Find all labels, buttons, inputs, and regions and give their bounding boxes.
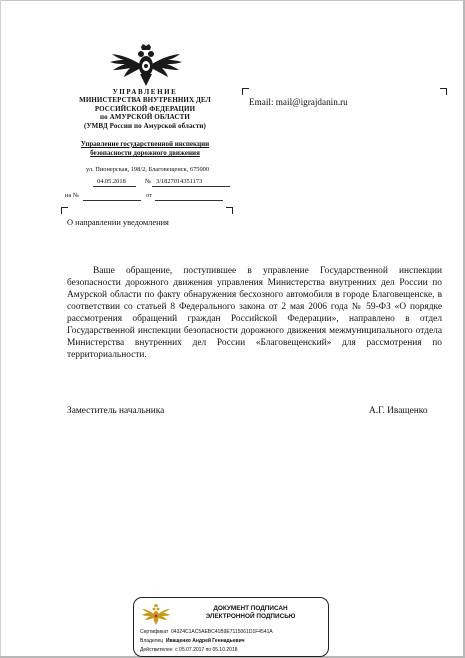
stamp-owner xyxy=(140,638,245,644)
number-underline xyxy=(152,186,230,187)
valid-value: с 05.07.2017 по 05.10.2018 xyxy=(175,647,238,653)
electronic-signature-stamp xyxy=(133,597,329,657)
corner-bracket xyxy=(242,88,249,95)
letter-body: Ваше обращение, поступившее в управление Государственной инспекции безопасности дорожного движения управления Министерства внутренних дел России по Амурской области по факту обнаружения бесхозного автомобиля в городе Благовещенске, в соответствии со статьей 8 Федерального закона от 2 мая 2006 года № 59-ФЗ «О порядке рассмотрения обращений граждан Российской Федерации», направлено в отдел Государственной инспекции безопасности дорожного движения межмуниципального отдела Министерства внутренних дел России «Благовещенский» для рассмотрения по территориальности. xyxy=(67,266,442,360)
double-headed-eagle-emblem-icon xyxy=(106,44,186,88)
ot-label: от xyxy=(146,192,152,199)
stamp-heading-line: ДОКУМЕНТ ПОДПИСАН xyxy=(213,605,288,612)
stamp-heading xyxy=(178,605,323,620)
number-sign: № xyxy=(145,178,152,185)
reg-date: 04.05.2018 xyxy=(97,178,126,185)
reg-number: 3/1827014351173 xyxy=(156,178,203,185)
signer-name: А.Г. Иващенко xyxy=(369,406,428,416)
stamp-certificate xyxy=(140,629,273,635)
stamp-heading-line: ЭЛЕКТРОННОЙ ПОДПИСЬЮ xyxy=(205,612,296,620)
org-line: (УМВД России по Амурской области) xyxy=(84,121,206,130)
dept-line: Управление государственной инспекции xyxy=(80,140,210,148)
valid-label: Действителен xyxy=(140,647,173,653)
page-border-left xyxy=(0,0,1,658)
subject: О направлении уведомления xyxy=(67,218,169,227)
organization-name xyxy=(60,88,230,130)
corner-bracket xyxy=(440,88,447,95)
na-label: на № xyxy=(65,192,79,199)
ot-underline xyxy=(155,200,223,201)
org-line: УПРАВЛЕНИЕ xyxy=(112,88,178,96)
stamp-emblem-icon xyxy=(141,604,171,626)
department-name xyxy=(60,140,230,158)
signer-title: Заместитель начальника xyxy=(67,406,165,416)
owner-label: Владелец xyxy=(140,638,164,644)
owner-value: Иващенко Андрей Геннадьевич xyxy=(165,638,245,644)
date-underline xyxy=(93,186,136,187)
org-line: РОССИЙСКОЙ ФЕДЕРАЦИИ xyxy=(94,104,196,113)
na-underline xyxy=(83,200,141,201)
page-border-top xyxy=(0,0,465,1)
org-line: по АМУРСКОЙ ОБЛАСТИ xyxy=(100,113,190,122)
corner-bracket xyxy=(61,207,68,214)
dept-line: безопасности дорожного движения xyxy=(90,149,200,157)
corner-bracket xyxy=(226,207,233,214)
cert-value: 04324C1AC5AEBC41B9E7115061D1F4541A xyxy=(171,629,273,635)
org-line: МИНИСТЕРСТВА ВНУТРЕННИХ ДЕЛ xyxy=(79,96,211,105)
address: ул. Пионерская, 198/2, Благовещенск, 675000 xyxy=(85,166,210,173)
stamp-validity xyxy=(140,647,238,653)
recipient-email: Email: mail@igrajdanin.ru xyxy=(249,97,348,107)
cert-label: Сертификат xyxy=(140,629,169,635)
